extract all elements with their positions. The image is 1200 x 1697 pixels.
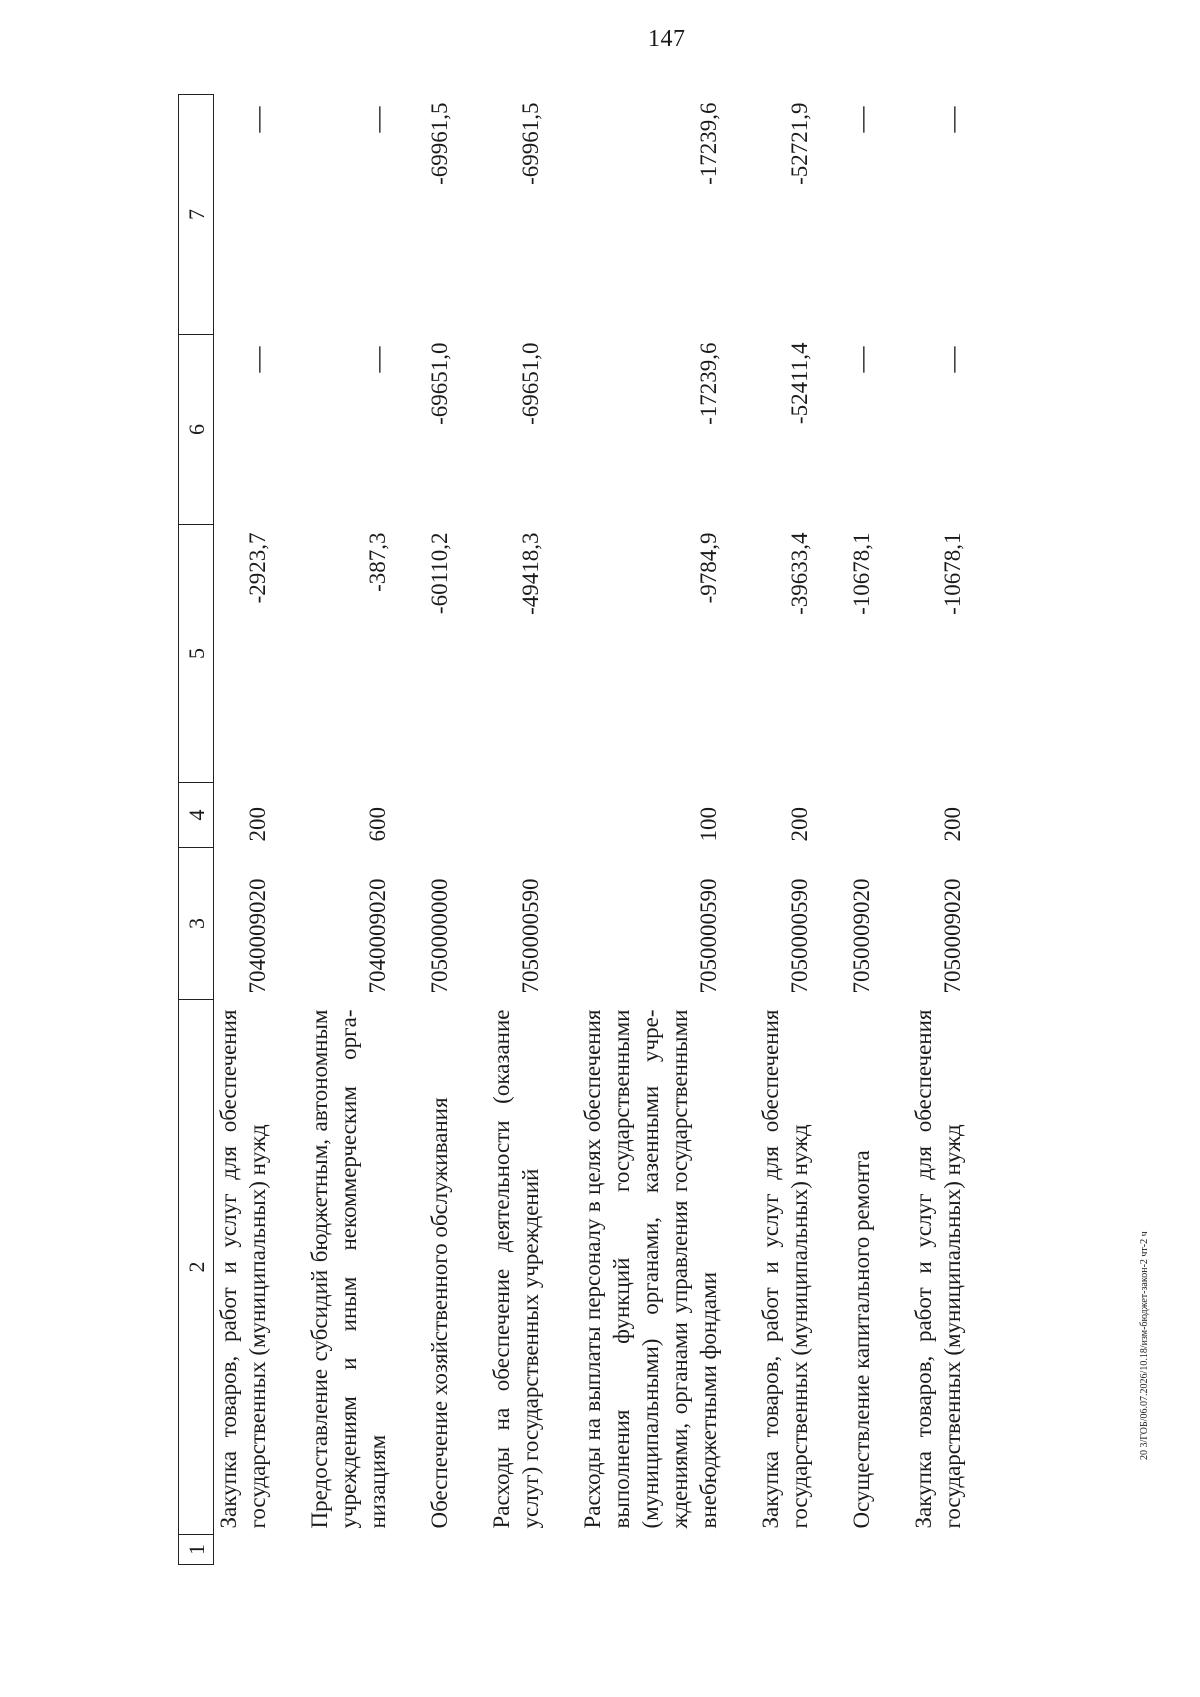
row-col7: —	[363, 106, 392, 133]
table-row	[909, 95, 967, 1565]
table-row	[305, 95, 392, 1565]
row-code: 7040009020	[245, 878, 270, 994]
row-expense-type	[425, 783, 454, 848]
table-row	[756, 95, 814, 1565]
row-col5: -60110,2	[427, 532, 452, 615]
table-row	[578, 95, 723, 1565]
row-expense-type: 200	[245, 807, 270, 842]
table-header-row	[179, 95, 214, 1565]
row-col6: —	[363, 346, 392, 373]
row-description: Осуществление капитального ремонта	[849, 1150, 874, 1529]
row-col5: -9784,9	[696, 532, 721, 604]
row-description: Обеспечение хозяйственного обслуживания	[427, 1097, 452, 1529]
table-row	[847, 95, 876, 1565]
row-col6: -69651,0	[427, 342, 452, 425]
budget-table-rotated	[178, 95, 1058, 1565]
row-col7: —	[243, 106, 272, 133]
row-expense-type	[487, 783, 545, 848]
header-col-3: 3	[179, 848, 214, 1000]
row-col6: —	[243, 346, 272, 373]
document-footer-code: 20 3/ГОБ/06.07.2026/10.18/изм-бюджет-закон-2 чт-2 ч	[1139, 1231, 1150, 1460]
row-col7: -52721,9	[787, 102, 812, 185]
header-col-6: 6	[179, 335, 214, 525]
header-col-7: 7	[179, 95, 214, 335]
row-col6: —	[847, 346, 876, 373]
header-col-4: 4	[179, 783, 214, 848]
row-description: Закупка товаров, работ и услуг для обеспечения государственных (муниципальных) нужд	[758, 1009, 812, 1529]
row-code: 7050000590	[787, 878, 812, 994]
row-col7: —	[847, 106, 876, 133]
row-expense-type: 200	[787, 807, 812, 842]
budget-table	[178, 94, 967, 1565]
row-col6: -69651,0	[518, 342, 543, 425]
header-col-1: 1	[179, 1535, 214, 1565]
row-col7: -17239,6	[696, 102, 721, 185]
row-col6: —	[938, 346, 967, 373]
row-col7: -69961,5	[427, 102, 452, 185]
row-col5: -387,3	[365, 532, 390, 592]
row-col5: -2923,7	[245, 532, 270, 604]
row-expense-type: 100	[696, 807, 721, 842]
row-col5: -49418,3	[518, 532, 543, 615]
header-col-5: 5	[179, 525, 214, 783]
page-number: 147	[648, 26, 686, 52]
row-description: Расходы на выплаты персоналу в целях обеспечения выполнения функций государственными (муниципальными) органами, казенными учреждениями, органами управления государственными внебюджетными фондами	[580, 1009, 721, 1529]
header-col-2: 2	[179, 1000, 214, 1535]
row-description: Расходы на обеспечение деятельности (оказание услуг) государственных учреждений	[489, 1009, 543, 1529]
table-row	[487, 95, 545, 1565]
row-code: 7050000590	[518, 878, 543, 994]
row-description: Закупка товаров, работ и услуг для обеспечения государственных (муниципальных) нужд	[216, 1009, 270, 1529]
row-description: Закупка товаров, работ и услуг для обеспечения государственных (муниципальных) нужд	[911, 1009, 965, 1529]
row-col5: -10678,1	[849, 532, 874, 615]
row-col6: -52411,4	[787, 342, 812, 425]
row-code: 7050009020	[940, 878, 965, 994]
row-description: Предоставление субсидий бюджетным, автономным учреждениям и иным некоммерческим организациям	[307, 1009, 390, 1529]
table-row	[214, 95, 273, 1565]
row-col5: -39633,4	[787, 532, 812, 615]
row-code: 7050000000	[427, 878, 452, 994]
row-expense-type: 200	[940, 807, 965, 842]
row-expense-type	[847, 783, 876, 848]
row-col5: -10678,1	[940, 532, 965, 615]
row-expense-type: 600	[365, 807, 390, 842]
row-col7: -69961,5	[518, 102, 543, 185]
row-code: 7050000590	[696, 878, 721, 994]
table-row	[425, 95, 454, 1565]
row-code: 7040009020	[365, 878, 390, 994]
row-code: 7050009020	[849, 878, 874, 994]
row-col6: -17239,6	[696, 342, 721, 425]
row-col7: —	[938, 106, 967, 133]
